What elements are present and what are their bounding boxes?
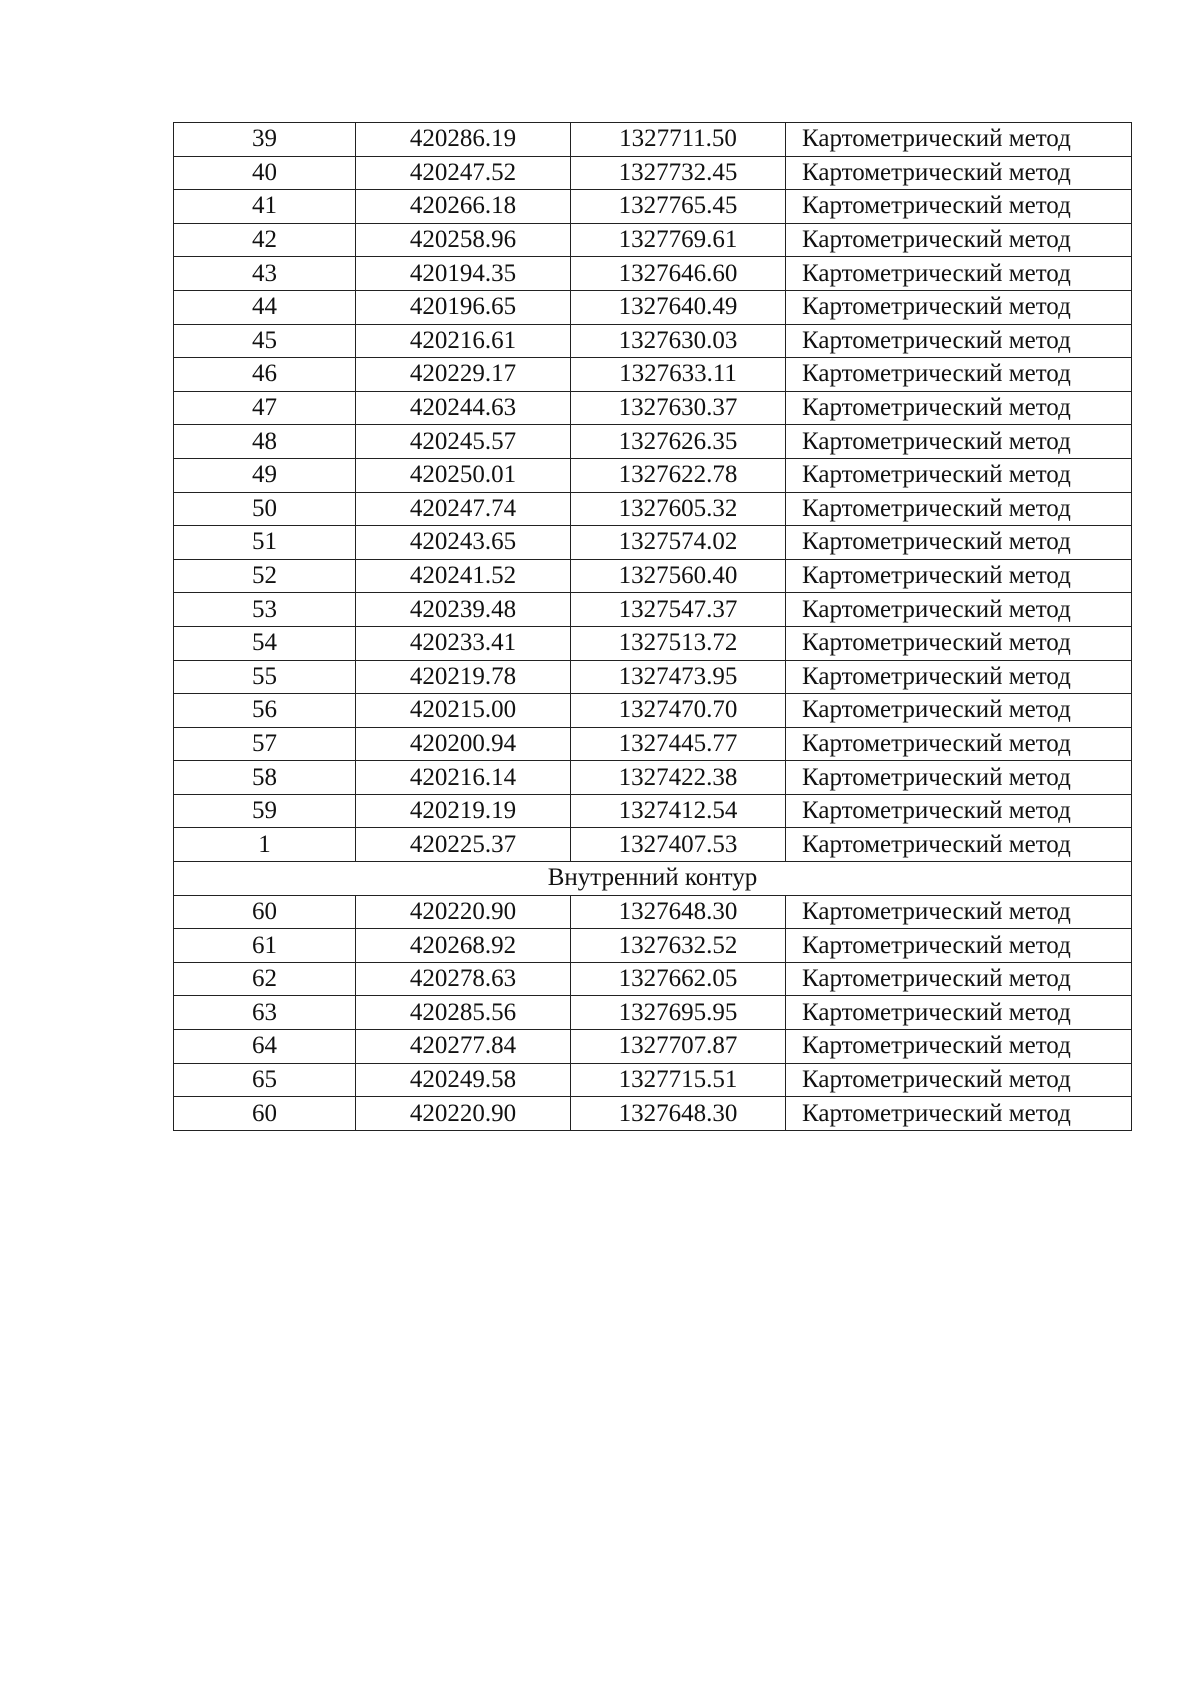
y-coordinate-cell: 1327626.35 (571, 425, 786, 459)
table-row (174, 1097, 1132, 1131)
point-number-cell: 61 (174, 929, 356, 963)
table-row (174, 358, 1132, 392)
table-row (174, 458, 1132, 492)
x-coordinate-cell: 420241.52 (356, 559, 571, 593)
method-cell: Картометрический метод (786, 458, 1132, 492)
y-coordinate-cell: 1327711.50 (571, 123, 786, 157)
y-coordinate-cell: 1327732.45 (571, 156, 786, 190)
point-number-cell: 41 (174, 190, 356, 224)
y-coordinate-cell: 1327632.52 (571, 929, 786, 963)
table-row (174, 593, 1132, 627)
y-coordinate-cell: 1327646.60 (571, 257, 786, 291)
table-row (174, 626, 1132, 660)
method-cell: Картометрический метод (786, 828, 1132, 862)
point-number-cell: 60 (174, 895, 356, 929)
x-coordinate-cell: 420239.48 (356, 593, 571, 627)
method-cell: Картометрический метод (786, 727, 1132, 761)
y-coordinate-cell: 1327473.95 (571, 660, 786, 694)
table-row (174, 391, 1132, 425)
x-coordinate-cell: 420229.17 (356, 358, 571, 392)
table-row (174, 559, 1132, 593)
method-cell: Картометрический метод (786, 1097, 1132, 1131)
x-coordinate-cell: 420219.19 (356, 794, 571, 828)
table-row (174, 425, 1132, 459)
table-row (174, 190, 1132, 224)
x-coordinate-cell: 420249.58 (356, 1063, 571, 1097)
table-row (174, 794, 1132, 828)
method-cell: Картометрический метод (786, 761, 1132, 795)
y-coordinate-cell: 1327765.45 (571, 190, 786, 224)
y-coordinate-cell: 1327547.37 (571, 593, 786, 627)
table-row (174, 929, 1132, 963)
x-coordinate-cell: 420196.65 (356, 290, 571, 324)
point-number-cell: 52 (174, 559, 356, 593)
method-cell: Картометрический метод (786, 996, 1132, 1030)
y-coordinate-cell: 1327648.30 (571, 895, 786, 929)
point-number-cell: 1 (174, 828, 356, 862)
y-coordinate-cell: 1327715.51 (571, 1063, 786, 1097)
coordinates-table (173, 122, 1132, 1131)
y-coordinate-cell: 1327769.61 (571, 223, 786, 257)
method-cell: Картометрический метод (786, 929, 1132, 963)
y-coordinate-cell: 1327422.38 (571, 761, 786, 795)
y-coordinate-cell: 1327407.53 (571, 828, 786, 862)
x-coordinate-cell: 420216.61 (356, 324, 571, 358)
x-coordinate-cell: 420220.90 (356, 895, 571, 929)
method-cell: Картометрический метод (786, 895, 1132, 929)
point-number-cell: 53 (174, 593, 356, 627)
method-cell: Картометрический метод (786, 324, 1132, 358)
point-number-cell: 46 (174, 358, 356, 392)
section-row-inner-contour (174, 862, 1132, 896)
method-cell: Картометрический метод (786, 1030, 1132, 1064)
y-coordinate-cell: 1327695.95 (571, 996, 786, 1030)
method-cell: Картометрический метод (786, 290, 1132, 324)
x-coordinate-cell: 420216.14 (356, 761, 571, 795)
point-number-cell: 39 (174, 123, 356, 157)
x-coordinate-cell: 420247.74 (356, 492, 571, 526)
table-row (174, 1030, 1132, 1064)
method-cell: Картометрический метод (786, 123, 1132, 157)
point-number-cell: 54 (174, 626, 356, 660)
y-coordinate-cell: 1327513.72 (571, 626, 786, 660)
x-coordinate-cell: 420219.78 (356, 660, 571, 694)
x-coordinate-cell: 420215.00 (356, 694, 571, 728)
method-cell: Картометрический метод (786, 794, 1132, 828)
y-coordinate-cell: 1327560.40 (571, 559, 786, 593)
point-number-cell: 63 (174, 996, 356, 1030)
table-row (174, 290, 1132, 324)
method-cell: Картометрический метод (786, 257, 1132, 291)
x-coordinate-cell: 420268.92 (356, 929, 571, 963)
table-row (174, 1063, 1132, 1097)
method-cell: Картометрический метод (786, 391, 1132, 425)
point-number-cell: 40 (174, 156, 356, 190)
section-label: Внутренний контур (174, 862, 1132, 896)
table-row (174, 895, 1132, 929)
method-cell: Картометрический метод (786, 156, 1132, 190)
table-row (174, 257, 1132, 291)
point-number-cell: 58 (174, 761, 356, 795)
point-number-cell: 49 (174, 458, 356, 492)
x-coordinate-cell: 420250.01 (356, 458, 571, 492)
x-coordinate-cell: 420286.19 (356, 123, 571, 157)
table-row (174, 526, 1132, 560)
table-row (174, 962, 1132, 996)
point-number-cell: 56 (174, 694, 356, 728)
method-cell: Картометрический метод (786, 694, 1132, 728)
point-number-cell: 45 (174, 324, 356, 358)
x-coordinate-cell: 420194.35 (356, 257, 571, 291)
x-coordinate-cell: 420245.57 (356, 425, 571, 459)
point-number-cell: 59 (174, 794, 356, 828)
method-cell: Картометрический метод (786, 526, 1132, 560)
table-row (174, 123, 1132, 157)
method-cell: Картометрический метод (786, 559, 1132, 593)
table-row (174, 694, 1132, 728)
y-coordinate-cell: 1327640.49 (571, 290, 786, 324)
point-number-cell: 57 (174, 727, 356, 761)
table-row (174, 324, 1132, 358)
y-coordinate-cell: 1327662.05 (571, 962, 786, 996)
x-coordinate-cell: 420225.37 (356, 828, 571, 862)
point-number-cell: 51 (174, 526, 356, 560)
point-number-cell: 50 (174, 492, 356, 526)
point-number-cell: 48 (174, 425, 356, 459)
y-coordinate-cell: 1327630.03 (571, 324, 786, 358)
x-coordinate-cell: 420247.52 (356, 156, 571, 190)
point-number-cell: 44 (174, 290, 356, 324)
point-number-cell: 43 (174, 257, 356, 291)
y-coordinate-cell: 1327622.78 (571, 458, 786, 492)
x-coordinate-cell: 420277.84 (356, 1030, 571, 1064)
method-cell: Картометрический метод (786, 1063, 1132, 1097)
method-cell: Картометрический метод (786, 223, 1132, 257)
point-number-cell: 65 (174, 1063, 356, 1097)
x-coordinate-cell: 420244.63 (356, 391, 571, 425)
x-coordinate-cell: 420233.41 (356, 626, 571, 660)
y-coordinate-cell: 1327574.02 (571, 526, 786, 560)
point-number-cell: 47 (174, 391, 356, 425)
table-row (174, 492, 1132, 526)
x-coordinate-cell: 420243.65 (356, 526, 571, 560)
y-coordinate-cell: 1327605.32 (571, 492, 786, 526)
y-coordinate-cell: 1327707.87 (571, 1030, 786, 1064)
x-coordinate-cell: 420258.96 (356, 223, 571, 257)
point-number-cell: 55 (174, 660, 356, 694)
method-cell: Картометрический метод (786, 660, 1132, 694)
table-row (174, 223, 1132, 257)
y-coordinate-cell: 1327630.37 (571, 391, 786, 425)
method-cell: Картометрический метод (786, 593, 1132, 627)
table-row (174, 828, 1132, 862)
x-coordinate-cell: 420278.63 (356, 962, 571, 996)
table-row (174, 727, 1132, 761)
method-cell: Картометрический метод (786, 492, 1132, 526)
method-cell: Картометрический метод (786, 626, 1132, 660)
table-row (174, 156, 1132, 190)
y-coordinate-cell: 1327470.70 (571, 694, 786, 728)
y-coordinate-cell: 1327412.54 (571, 794, 786, 828)
x-coordinate-cell: 420266.18 (356, 190, 571, 224)
table-row (174, 996, 1132, 1030)
x-coordinate-cell: 420220.90 (356, 1097, 571, 1131)
point-number-cell: 42 (174, 223, 356, 257)
table-row (174, 761, 1132, 795)
point-number-cell: 60 (174, 1097, 356, 1131)
y-coordinate-cell: 1327648.30 (571, 1097, 786, 1131)
point-number-cell: 64 (174, 1030, 356, 1064)
y-coordinate-cell: 1327445.77 (571, 727, 786, 761)
method-cell: Картометрический метод (786, 425, 1132, 459)
method-cell: Картометрический метод (786, 962, 1132, 996)
method-cell: Картометрический метод (786, 358, 1132, 392)
coordinates-table-body (174, 123, 1132, 1131)
table-row (174, 660, 1132, 694)
x-coordinate-cell: 420285.56 (356, 996, 571, 1030)
point-number-cell: 62 (174, 962, 356, 996)
x-coordinate-cell: 420200.94 (356, 727, 571, 761)
method-cell: Картометрический метод (786, 190, 1132, 224)
y-coordinate-cell: 1327633.11 (571, 358, 786, 392)
